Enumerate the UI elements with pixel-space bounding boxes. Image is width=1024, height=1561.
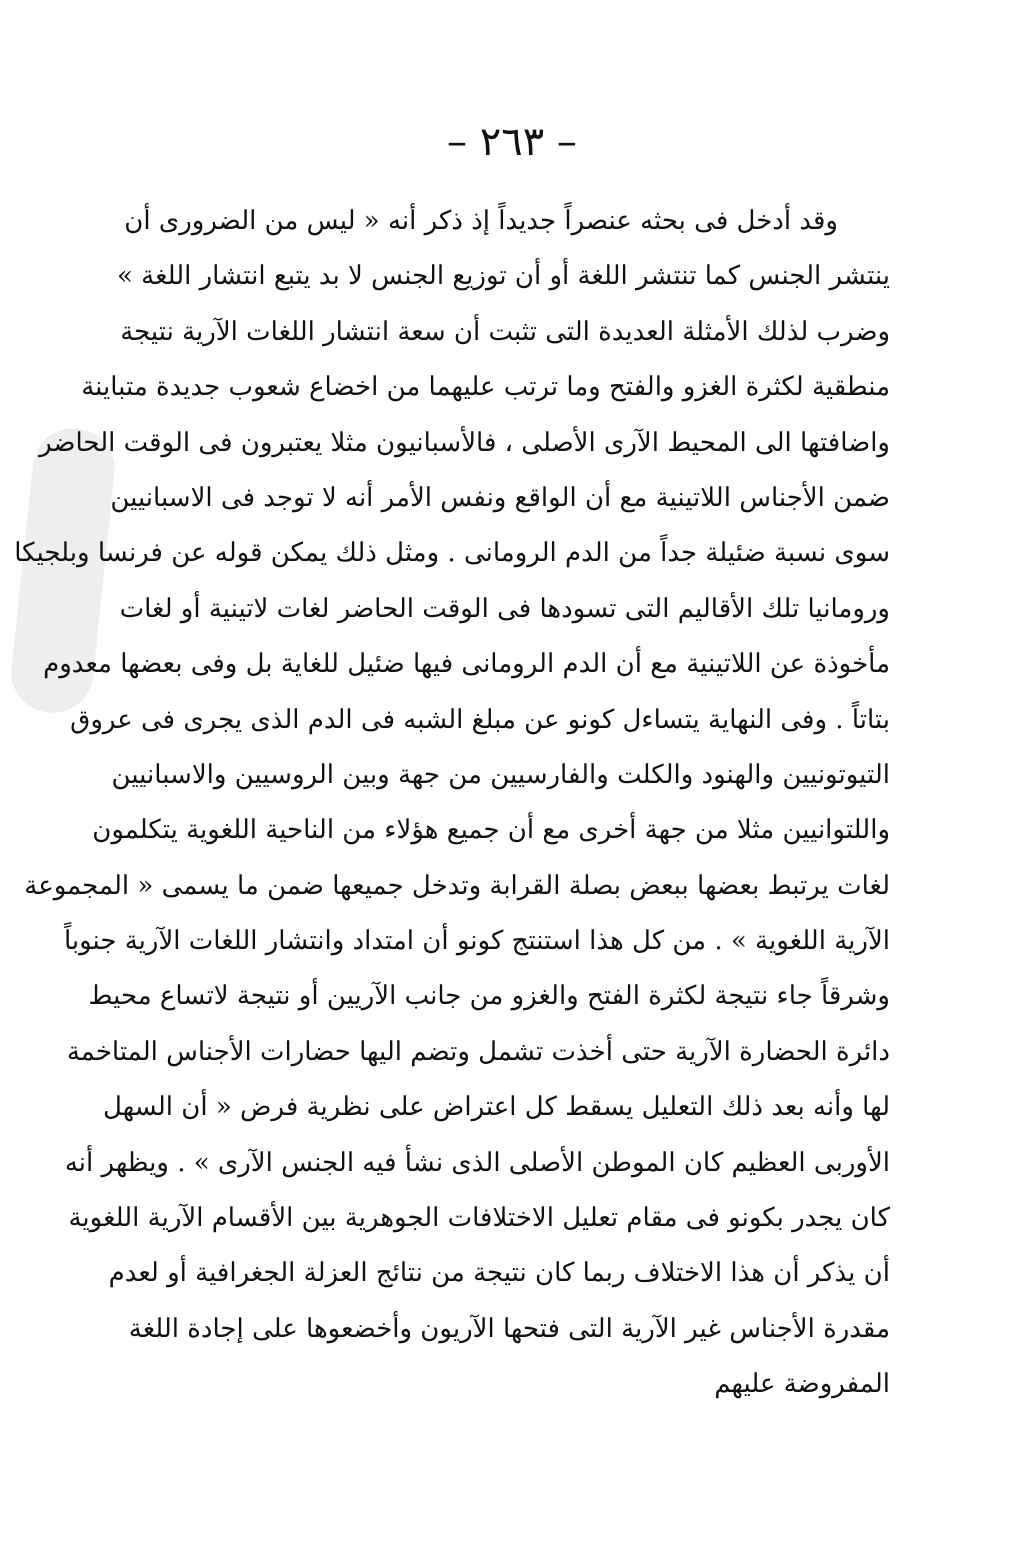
- text-line: المفروضة عليهم: [714, 1369, 890, 1400]
- text-line: الأوربى العظيم كان الموطن الأصلى الذى نشأ فيه الجنس الآرى » . ويظهر أنه: [64, 1147, 890, 1178]
- body-text: [14, 194, 890, 1413]
- text-line: ضمن الأجناس اللاتينية مع أن الواقع ونفس الأمر أنه لا توجد فى الاسبانيين: [110, 482, 890, 513]
- text-line: دائرة الحضارة الآرية حتى أخذت تشمل وتضم اليها حضارات الأجناس المتاخمة: [66, 1036, 890, 1067]
- text-line: وضرب لذلك الأمثلة العديدة التى تثبت أن سعة انتشار اللغات الآرية نتيجة: [120, 316, 890, 347]
- text-line: أن يذكر أن هذا الاختلاف ربما كان نتيجة من نتائج العزلة الجغرافية أو لعدم: [108, 1258, 890, 1289]
- text-line: الآرية اللغوية » . من كل هذا استنتج كونو أن امتداد وانتشار اللغات الآرية جنوباً: [63, 926, 890, 957]
- text-line: لها وأنه بعد ذلك التعليل يسقط كل اعتراض على نظرية فرض « أن السهل: [103, 1092, 890, 1123]
- text-line: كان يجدر بكونو فى مقام تعليل الاختلافات الجوهرية بين الأقسام الآرية اللغوية: [68, 1203, 890, 1234]
- page-number: – ٢٦٣ –: [447, 119, 577, 165]
- text-line: مأخوذة عن اللاتينية مع أن الدم الرومانى فيها ضئيل للغاية بل وفى بعضها معدوم: [43, 649, 890, 680]
- text-line: لغات يرتبط بعضها ببعض بصلة القرابة وتدخل جميعها ضمن ما يسمى « المجموعة: [24, 870, 890, 901]
- text-line: واضافتها الى المحيط الآرى الأصلى ، فالأسبانيون مثلا يعتبرون فى الوقت الحاضر: [39, 427, 890, 458]
- text-line: التيوتونيين والهنود والكلت والفارسيين من جهة وبين الروسيين والاسبانيين: [111, 759, 890, 790]
- text-line: مقدرة الأجناس غير الآرية التى فتحها الآريون وأخضعوها على إجادة اللغة: [128, 1313, 890, 1344]
- text-line: ورومانيا تلك الأقاليم التى تسودها فى الوقت الحاضر لغات لاتينية أو لغات: [119, 593, 890, 624]
- text-line: وشرقاً جاء نتيجة لكثرة الفتح والغزو من جانب الآريين أو نتيجة لاتساع محيط: [88, 981, 890, 1012]
- text-line: بتاتاً . وفى النهاية يتساءل كونو عن مبلغ الشبه فى الدم الذى يجرى فى عروق: [70, 704, 890, 735]
- text-line: منطقية لكثرة الغزو والفتح وما ترتب عليهما من اخضاع شعوب جديدة متباينة: [81, 372, 890, 403]
- text-line: وقد أدخل فى بحثه عنصراً جديداً إذ ذكر أنه « ليس من الضرورى أن: [124, 206, 838, 236]
- text-line: ينتشر الجنس كما تنتشر اللغة أو أن توزيع الجنس لا بد يتبع انتشار اللغة »: [116, 261, 890, 292]
- text-line: سوى نسبة ضئيلة جداً من الدم الرومانى . ومثل ذلك يمكن قوله عن فرنسا وبلجيكا: [14, 538, 890, 569]
- text-line: واللتوانيين مثلا من جهة أخرى مع أن جميع هؤلاء من الناحية اللغوية يتكلمون: [92, 815, 890, 846]
